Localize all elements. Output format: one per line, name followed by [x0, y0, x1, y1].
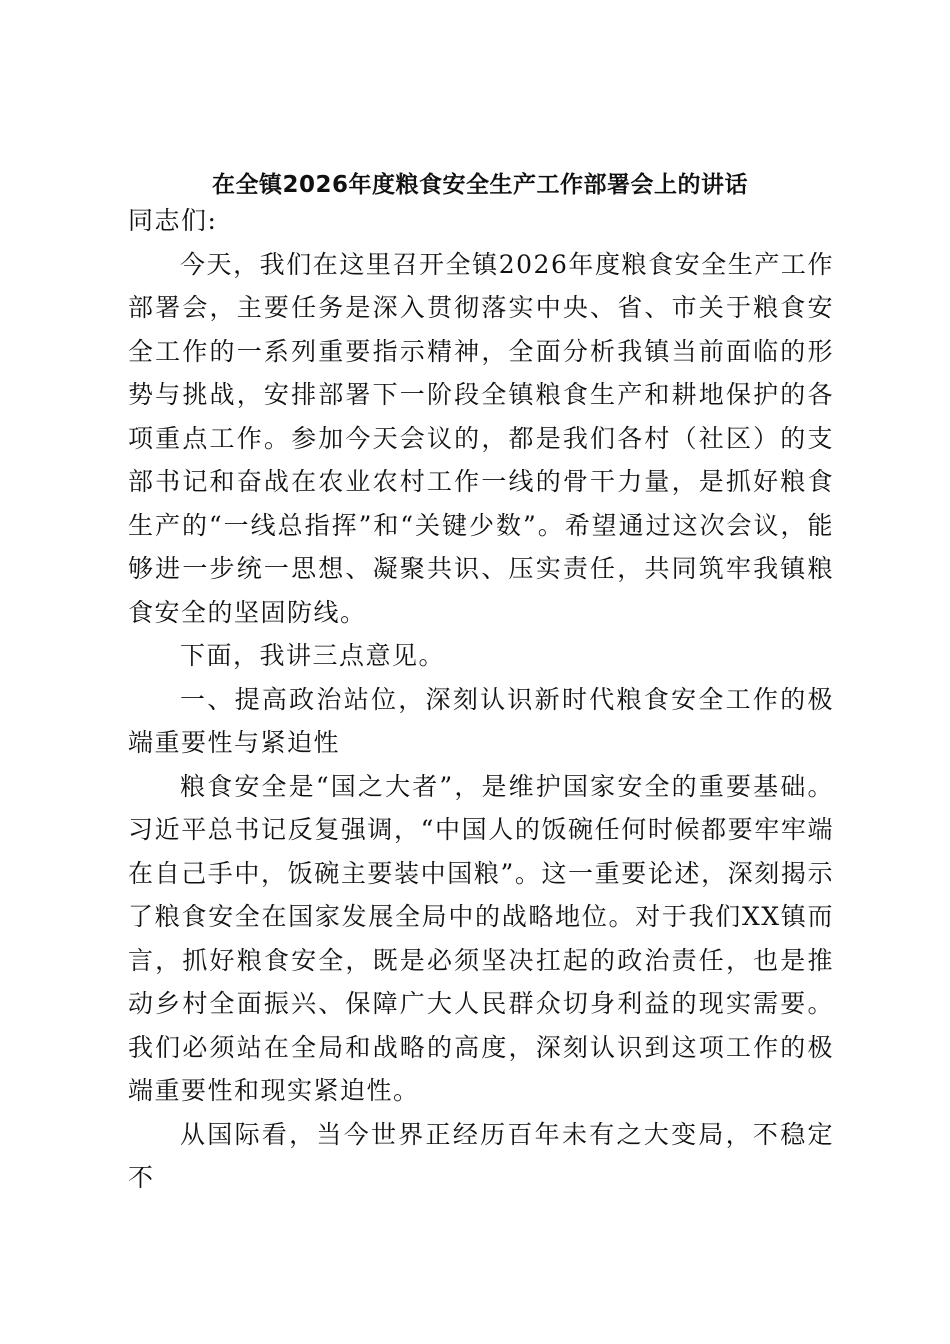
section-heading-1: 一、提高政治站位，深刻认识新时代粮食安全工作的极端重要性与紧迫性 — [128, 684, 834, 757]
salutation: 同志们: — [128, 206, 218, 235]
paragraph-importance: 粮食安全是“国之大者”，是维护国家安全的重要基础。习近平总书记反复强调，“中国人的饭碗任何时候都要牢牢端在自己手中，饭碗主要装中国粮”。这一重要论述，深刻揭示了粮食安全在国家发展全局中的战略地位。对于我们XX镇而言，抓好粮食安全，既是必须坚决扛起的政治责任，也是推动乡村全面振兴、保障广大人民群众切身利益的现实需要。我们必须站在全局和战略的高度，深刻认识到这项工作的极端重要性和现实紧迫性。 — [128, 771, 834, 1105]
document-body — [128, 199, 834, 1200]
paragraph-international: 从国际看，当今世界正经历百年未有之大变局，不稳定不 — [128, 1119, 834, 1192]
paragraph-opening: 今天，我们在这里召开全镇2026年度粮食安全生产工作部署会，主要任务是深入贯彻落实中央、省、市关于粮食安全工作的一系列重要指示精神，全面分析我镇当前面临的形势与挑战，安排部署下一阶段全镇粮食生产和耕地保护的各项重点工作。参加今天会议的，都是我们各村（社区）的支部书记和奋战在农业农村工作一线的骨干力量，是抓好粮食生产的“一线总指挥”和“关键少数”。希望通过这次会议，能够进一步统一思想、凝聚共识、压实责任，共同筑牢我镇粮食安全的坚固防线。 — [128, 249, 834, 627]
document-title: 在全镇2026年度粮食安全生产工作部署会上的讲话 — [211, 172, 748, 198]
paragraph-outline-intro: 下面，我讲三点意见。 — [180, 641, 446, 670]
